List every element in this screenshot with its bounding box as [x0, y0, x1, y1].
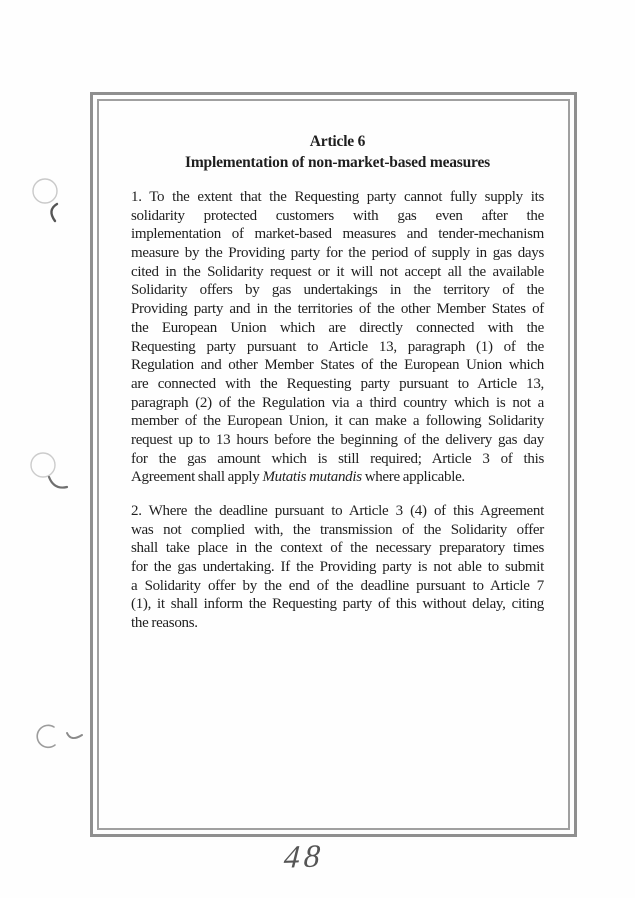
text-line: 1. To the extent that the Requesting party cannot fully supply its	[131, 189, 544, 205]
text-line: are connected with the Requesting party pursuant to Article 13,	[131, 375, 544, 392]
text-line: the European Union which are directly connected with the	[131, 319, 544, 336]
text-line: Requesting party pursuant to Article 13, paragraph (1) of the	[131, 338, 544, 355]
paragraph	[131, 188, 544, 487]
text-line: shall take place in the context of the necessary preparatory times	[131, 540, 544, 557]
paragraph	[131, 502, 544, 633]
hole-punch-middle-icon	[28, 450, 76, 495]
text-line: solidarity protected customers with gas even after the	[131, 207, 544, 224]
text-line: Regulation and other Member States of the European Union which	[131, 357, 544, 374]
text-line: for the gas undertaking. If the Providing party is not able to submit	[131, 559, 544, 576]
text-line: Solidarity offers by gas undertakings in the territory of the	[131, 282, 544, 299]
text-line: (1), it shall inform the Requesting party of this without delay, citing	[131, 596, 544, 613]
text-line: a Solidarity offer by the end of the deadline pursuant to Article 7	[131, 577, 544, 594]
page-border-outer	[90, 92, 577, 837]
article-subheading: Implementation of non-market-based measures	[185, 154, 490, 171]
text-line: member of the European Union, it can make a following Solidarity	[131, 413, 544, 430]
text-line: implementation of market-based measures and tender-mechanism	[131, 226, 544, 243]
article-heading: Article 6	[309, 133, 366, 150]
text-line: the reasons.	[131, 615, 198, 632]
text-line: was not complied with, the transmission of the Solidarity offer	[131, 521, 544, 538]
paragraphs	[131, 188, 544, 633]
hole-punch-top-icon	[30, 178, 75, 228]
page-border-inner	[97, 99, 570, 830]
text-line: Agreement shall apply Mutatis mutandis where applicable.	[131, 469, 465, 486]
text-line: paragraph (2) of the Regulation via a third country which is not a	[131, 394, 544, 411]
text-line: measure by the Providing party for the period of supply in gas days	[131, 245, 544, 262]
document-content	[99, 101, 568, 648]
handwritten-page-number: 48	[282, 837, 326, 875]
text-line: Providing party and in the territories of the other Member States of	[131, 301, 544, 318]
text-line: for the gas amount which is still required; Article 3 of this	[131, 450, 544, 467]
text-line: 2. Where the deadline pursuant to Article 3 (4) of this Agreement	[131, 503, 544, 519]
text-line: cited in the Solidarity request or it will not accept all the available	[131, 263, 544, 280]
text-line: request up to 13 hours before the beginning of the delivery gas day	[131, 431, 544, 448]
hole-punch-bottom-icon	[32, 722, 87, 754]
